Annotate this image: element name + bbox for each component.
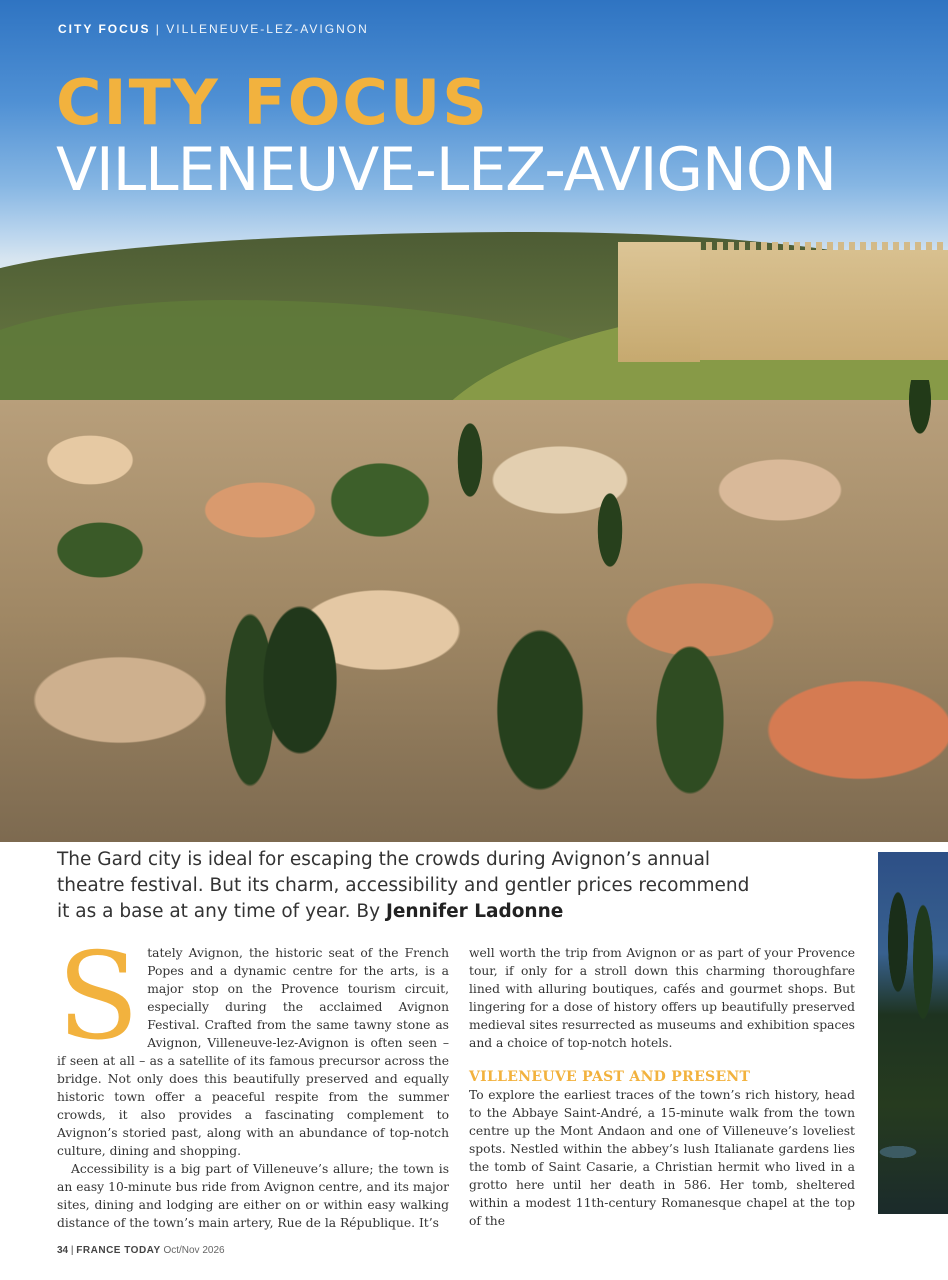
headline-line1: CITY FOCUS — [56, 66, 489, 139]
page-number: 34 — [57, 1245, 69, 1256]
drop-cap: S — [57, 928, 140, 1067]
section-kicker — [58, 22, 369, 36]
author-byline: Jennifer Ladonne — [385, 901, 564, 922]
standfirst-text: The Gard city is ideal for escaping the crowds during Avignon’s annual theatre festival. But its charm, accessibility and gentler prices recommend it as a base at any time of year. By — [57, 849, 750, 922]
issue-date: Oct/Nov 2026 — [163, 1245, 225, 1256]
kicker-separator: | — [155, 22, 161, 36]
side-garden-photo — [878, 852, 948, 1214]
paragraph-1-text: tately Avignon, the historic seat of the French Popes and a dynamic centre for the arts, is a major stop on the Provence tourism circuit, especially during the acclaimed Avignon Festival. Crafted from the same tawny stone as Avignon, Villeneuve-lez-Avignon is often seen – if seen at all – as a satellite of its famous precursor across the bridge. Not only does this beautifully preserved and equally historic town offer a peaceful respite from the summer crowds, it also provides a fascinating complement to Avignon’s storied past, along with an abundance of top-notch culture, dining and shopping. — [57, 946, 449, 1158]
kicker-section: CITY FOCUS — [58, 22, 151, 36]
headline-line2: VILLENEUVE-LEZ-AVIGNON — [56, 135, 836, 205]
article-paragraph-2: Accessibility is a big part of Villeneuve’s allure; the town is an easy 10-minute bus ride from Avignon centre, and its major sites, dining and lodging are either on or within easy walking distance of the town’s main artery, Rue de la République. It’s — [57, 1162, 449, 1230]
hero-fort-tower — [618, 242, 700, 362]
magazine-name: FRANCE TODAY — [76, 1245, 161, 1256]
hero-cypress-trees — [0, 380, 948, 842]
page-footer — [57, 1245, 225, 1256]
article-paragraph — [57, 928, 449, 1160]
article-column-1 — [57, 928, 449, 1232]
article-column-2 — [469, 944, 855, 1230]
standfirst — [57, 847, 757, 925]
article-paragraph-3: well worth the trip from Avignon or as part of your Provence tour, if only for a stroll down this charming thoroughfare lined with alluring boutiques, cafés and gourmet shops. But lingering for a dose of history offers up beautifully preserved medieval sites resurrected as museums and exhibition spaces and a choice of top-notch hotels. — [469, 946, 855, 1050]
footer-separator: | — [70, 1245, 74, 1256]
section-subhead: VILLENEUVE PAST AND PRESENT — [469, 1069, 751, 1085]
article-paragraph-4: To explore the earliest traces of the town’s rich history, head to the Abbaye Saint-André, a 15-minute walk from the town centre up the Mont Andaon and one of Villeneuve’s loveliest spots. Nestled within the abbey’s lush Italianate gardens lies the tomb of Saint Casarie, a Christian hermit who lived in a grotto here until her death in 586. Her tomb, sheltered within a modest 11th-century Romanesque chapel at the top of the — [469, 1088, 855, 1228]
kicker-place: VILLENEUVE-LEZ-AVIGNON — [166, 22, 369, 36]
